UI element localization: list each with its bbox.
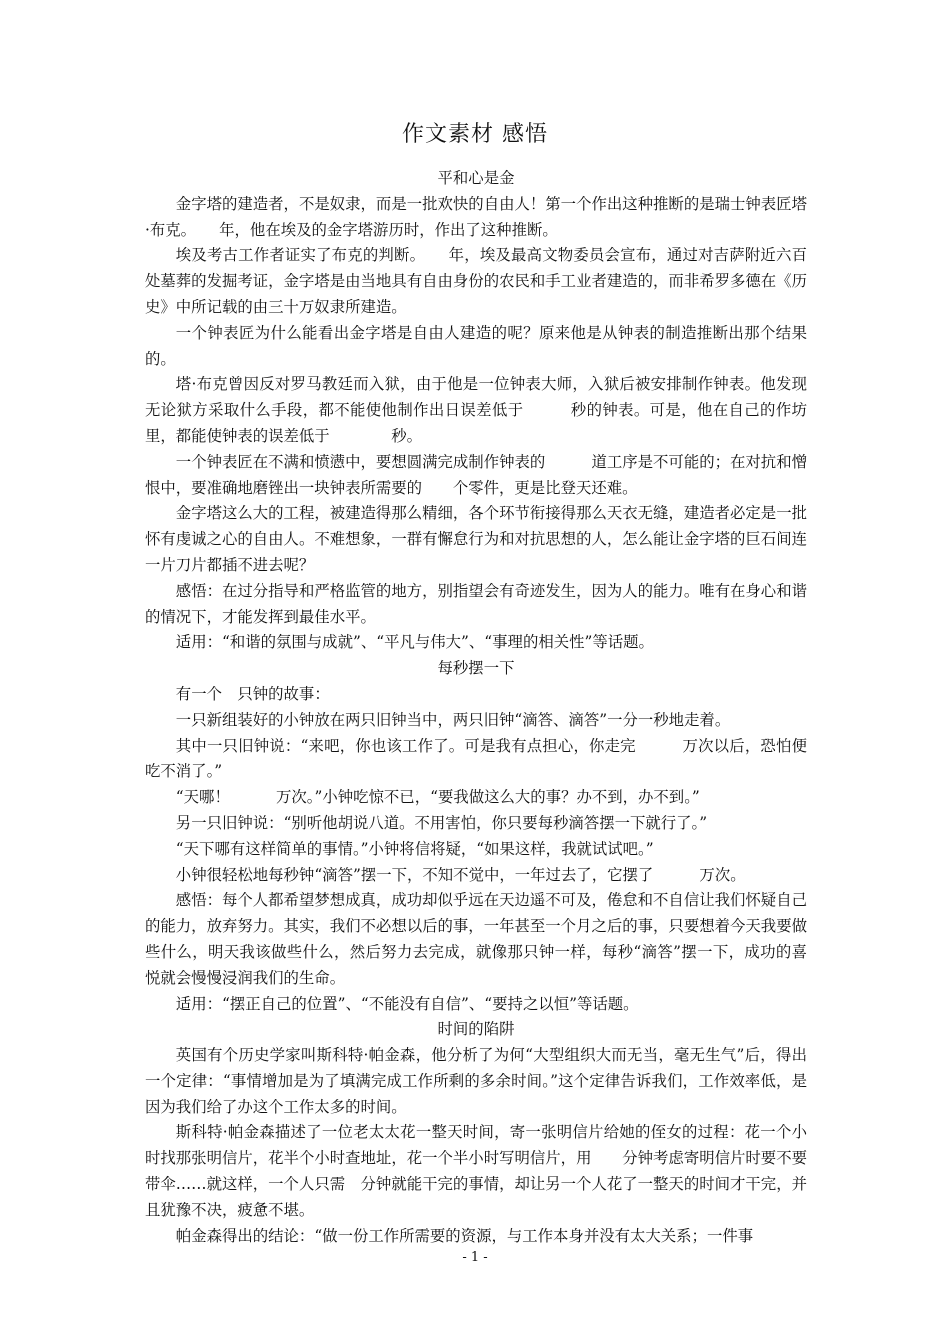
section-heading: 平和心是金 [437, 169, 515, 187]
paragraph: 一只新组装好的小钟放在两只旧钟当中，两只旧钟“滴答、滴答”一分一秒地走着。 [175, 710, 731, 729]
paragraph: 英国有个历史学家叫斯科特·帕金森，他分析了为何“大型组织大而无当，毫无生气”后，得出一个定律：“事情增加是为了填满完成工作所剩的多余时间。”这个定律告诉我们，工作效率低，是因为我们给了办这个工作太多的时间。 [145, 1046, 807, 1116]
paragraph: “天下哪有这样简单的事情。”小钟将信将疑，“如果这样，我就试试吧。” [175, 839, 654, 858]
section-heading: 每秒摆一下 [437, 659, 515, 678]
paragraph: 感悟：在过分指导和严格监管的地方，别指望会有奇迹发生，因为人的能力。唯有在身心和谐的情况下，才能发挥到最佳水平。 [145, 581, 807, 626]
paragraph: 感悟：每个人都希望梦想成真，成功却似乎远在天边遥不可及，倦怠和不自信让我们怀疑自己的能力，放弃努力。其实，我们不必想以后的事，一年甚至一个月之后的事，只要想着今天我要做些什么，明天我该做些什么，然后努力去完成，就像那只钟一样，每秒“滴答”摆一下，成功的喜悦就会慢慢浸润我们的生命。 [145, 891, 807, 987]
page-number: - 1 - [462, 1250, 488, 1265]
document-title: 作文素材 感悟 [402, 122, 548, 147]
paragraph: 适用：“摆正自己的位置”、“不能没有自信”、“要持之以恒”等话题。 [175, 994, 639, 1013]
paragraph: 金字塔的建造者，不是奴隶，而是一批欢快的自由人！第一个作出这种推断的是瑞士钟表匠塔·布克。 年，他在埃及的金字塔游历时，作出了这种推断。 [145, 194, 807, 239]
paragraph: 一个钟表匠为什么能看出金字塔是自由人建造的呢？原来他是从钟表的制造推断出那个结果的。 [145, 323, 807, 368]
document-body [145, 166, 807, 1249]
paragraph: 一个钟表匠在不满和愤懑中，要想圆满完成制作钟表的 道工序是不可能的；在对抗和憎恨中，要准确地磨锉出一块钟表所需要的 个零件，更是比登天还难。 [145, 452, 807, 497]
paragraph: 埃及考古工作者证实了布克的判断。 年，埃及最高文物委员会宣布，通过对吉萨附近六百处墓葬的发掘考证，金字塔是由当地具有自由身份的农民和手工业者建造的，而非希罗多德在《历史》中所记载的由三十万奴隶所建造。 [145, 246, 807, 316]
paragraph: 金字塔这么大的工程，被建造得那么精细，各个环节衔接得那么天衣无缝，建造者必定是一批怀有虔诚之心的自由人。不难想象，一群有懈怠行为和对抗思想的人，怎么能让金字塔的巨石间连一片刀片都插不进去呢？ [145, 504, 807, 574]
paragraph: “天哪！ 万次。”小钟吃惊不已，“要我做这么大的事？办不到，办不到。” [175, 788, 700, 807]
section-heading: 时间的陷阱 [437, 1020, 515, 1039]
paragraph: 其中一只旧钟说：“来吧，你也该工作了。可是我有点担心，你走完 万次以后，恐怕便吃不消了。” [145, 736, 807, 781]
paragraph: 塔·布克曾因反对罗马教廷而入狱，由于他是一位钟表大师，入狱后被安排制作钟表。他发现无论狱方采取什么手段，都不能使他制作出日误差低于 秒的钟表。可是，他在自己的作坊里，都能使钟表的误差低于 秒。 [145, 375, 807, 445]
paragraph: 适用：“和谐的氛围与成就”、“平凡与伟大”、“事理的相关性”等话题。 [175, 633, 654, 652]
paragraph: 小钟很轻松地每秒钟“滴答”摆一下，不知不觉中，一年过去了，它摆了 万次。 [175, 865, 746, 884]
paragraph: 另一只旧钟说：“别听他胡说八道。不用害怕，你只要每秒滴答摆一下就行了。” [175, 813, 708, 832]
paragraph: 有一个 只钟的故事： [175, 684, 330, 703]
paragraph: 帕金森得出的结论：“做一份工作所需要的资源，与工作本身并没有太大关系；一件事 [175, 1226, 754, 1245]
paragraph: 斯科特·帕金森描述了一位老太太花一整天时间，寄一张明信片给她的侄女的过程：花一个小时找那张明信片，花半个小时查地址，花一个半小时写明信片，用 分钟考虑寄明信片时要不要带伞……就这样，一个人只需 分钟就能干完的事情，却让另一个人花了一整天的时间才干完，并且犹豫不决，疲惫不堪。 [145, 1123, 807, 1219]
